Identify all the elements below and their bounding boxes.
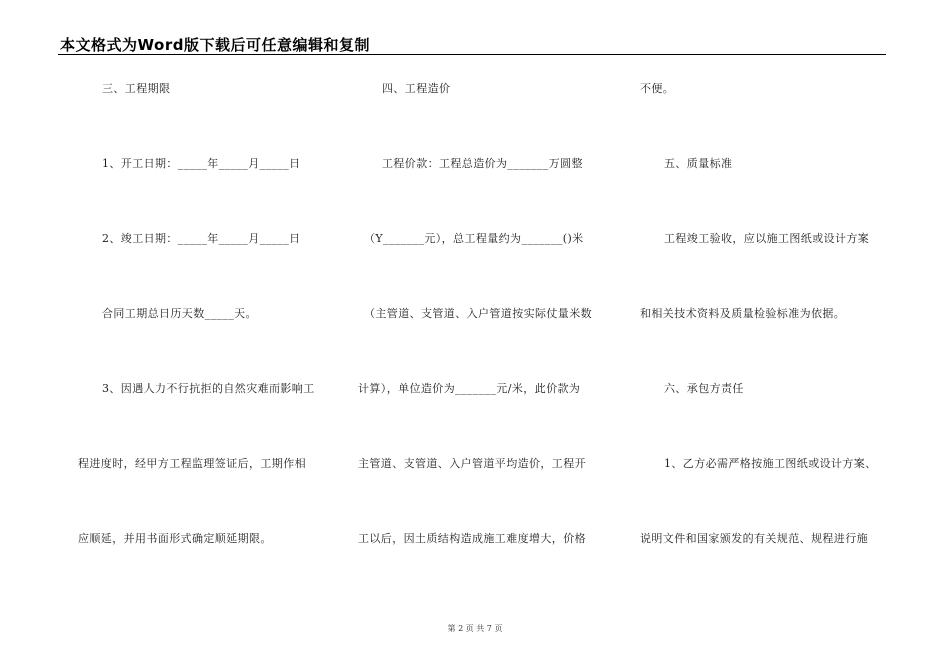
page-number: 第 2 页 共 7 页 (447, 624, 503, 633)
section-heading-duration: 三、工程期限 (102, 82, 171, 95)
paragraph-line: 3、因遇人力不行抗拒的自然灾难而影响工 (102, 382, 315, 395)
header-divider (58, 54, 886, 55)
paragraph-line: 说明文件和国家颁发的有关规范、规程进行施 (640, 532, 868, 545)
paragraph-line: 工程竣工验收，应以施工图纸或设计方案 (664, 232, 870, 245)
paragraph-line: 1、乙方必需严格按施工图纸或设计方案、 (664, 457, 877, 470)
paragraph-line: 工以后，因土质结构造成施工难度增大，价格 (358, 532, 586, 545)
paragraph-line: 不便。 (640, 82, 675, 95)
section-heading-price: 四、工程造价 (382, 82, 451, 95)
section-heading-contractor: 六、承包方责任 (664, 382, 744, 395)
paragraph-line: （主管道、支管道、入户管道按实际仗量米数 (364, 307, 592, 320)
section-heading-quality: 五、质量标准 (664, 157, 733, 170)
paragraph-line: 1、开工日期：_____年_____月_____日 (102, 157, 301, 170)
paragraph-line: 计算），单位造价为_______元/米，此价款为 (358, 382, 581, 395)
document-header-title: 本文格式为Word版下载后可任意编辑和复制 (60, 36, 370, 54)
paragraph-line: 合同工期总日历天数_____天。 (102, 307, 257, 320)
paragraph-line: 2、竣工日期：_____年_____月_____日 (102, 232, 301, 245)
paragraph-line: 工程价款：工程总造价为_______万圆整 (382, 157, 583, 170)
paragraph-line: 主管道、支管道、入户管道平均造价，工程开 (358, 457, 586, 470)
paragraph-line: （Y_______元），总工程量约为_______()米 (364, 232, 584, 245)
paragraph-line: 程进度时，经甲方工程监理签证后，工期作相 (78, 457, 306, 470)
paragraph-line: 应顺延，并用书面形式确定顺延期限。 (78, 532, 272, 545)
paragraph-line: 和相关技术资料及质量检验标准为依据。 (640, 307, 846, 320)
